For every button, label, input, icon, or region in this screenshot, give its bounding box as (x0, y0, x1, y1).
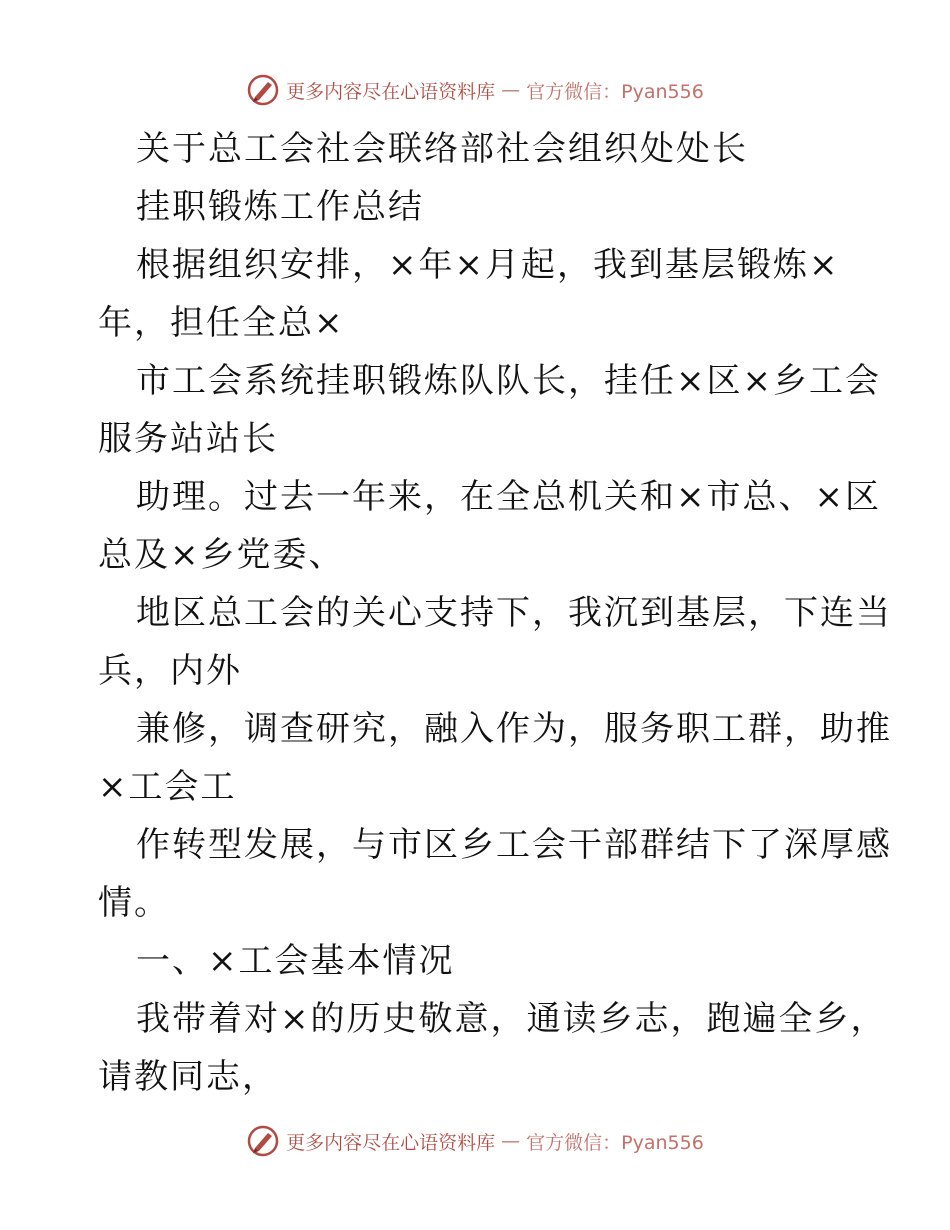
title-line-1: 关于总工会社会联络部社会组织处处长 (136, 129, 748, 169)
pen-seal-icon (246, 1124, 280, 1158)
paragraph-line: 兼修，调查研究，融入作为，服务职工群，助推 (136, 709, 892, 749)
paragraph-line: 根据组织安排，×年×月起，我到基层锻炼× (136, 245, 840, 285)
paragraph-line: 年，担任全总× (98, 303, 345, 343)
watermark-footer (0, 1124, 950, 1158)
paragraph-line: ×工会工 (98, 767, 237, 807)
watermark-separator: — (501, 79, 521, 101)
paragraph-line: 我带着对×的历史敬意，通读乡志，跑遍全乡， (136, 999, 887, 1039)
pen-seal-icon (246, 73, 280, 107)
paragraph-line: 兵，内外 (98, 651, 242, 691)
section-heading: 一、×工会基本情况 (136, 941, 455, 981)
watermark-text: 更多内容尽在心语资料库 (286, 80, 496, 103)
title-line-2: 挂职锻炼工作总结 (136, 187, 424, 227)
paragraph-line: 地区总工会的关心支持下，我沉到基层，下连当 (136, 593, 892, 633)
watermark-header (0, 73, 950, 107)
paragraph-line: 助理。过去一年来，在全总机关和×市总、×区 (136, 477, 881, 517)
watermark-wechat: 官方微信：Pyan556 (526, 1131, 704, 1154)
watermark-text: 更多内容尽在心语资料库 (286, 1131, 496, 1154)
paragraph-line: 服务站站长 (98, 419, 278, 459)
watermark-wechat: 官方微信：Pyan556 (526, 80, 704, 103)
paragraph-line: 作转型发展，与市区乡工会干部群结下了深厚感 (136, 825, 892, 865)
paragraph-line: 情。 (98, 883, 170, 923)
paragraph-line: 总及×乡党委、 (98, 535, 345, 575)
paragraph-line: 请教同志， (98, 1057, 278, 1097)
paragraph-line: 市工会系统挂职锻炼队队长，挂任×区×乡工会 (136, 361, 881, 401)
document-body (98, 120, 892, 1106)
watermark-separator: — (501, 1130, 521, 1152)
